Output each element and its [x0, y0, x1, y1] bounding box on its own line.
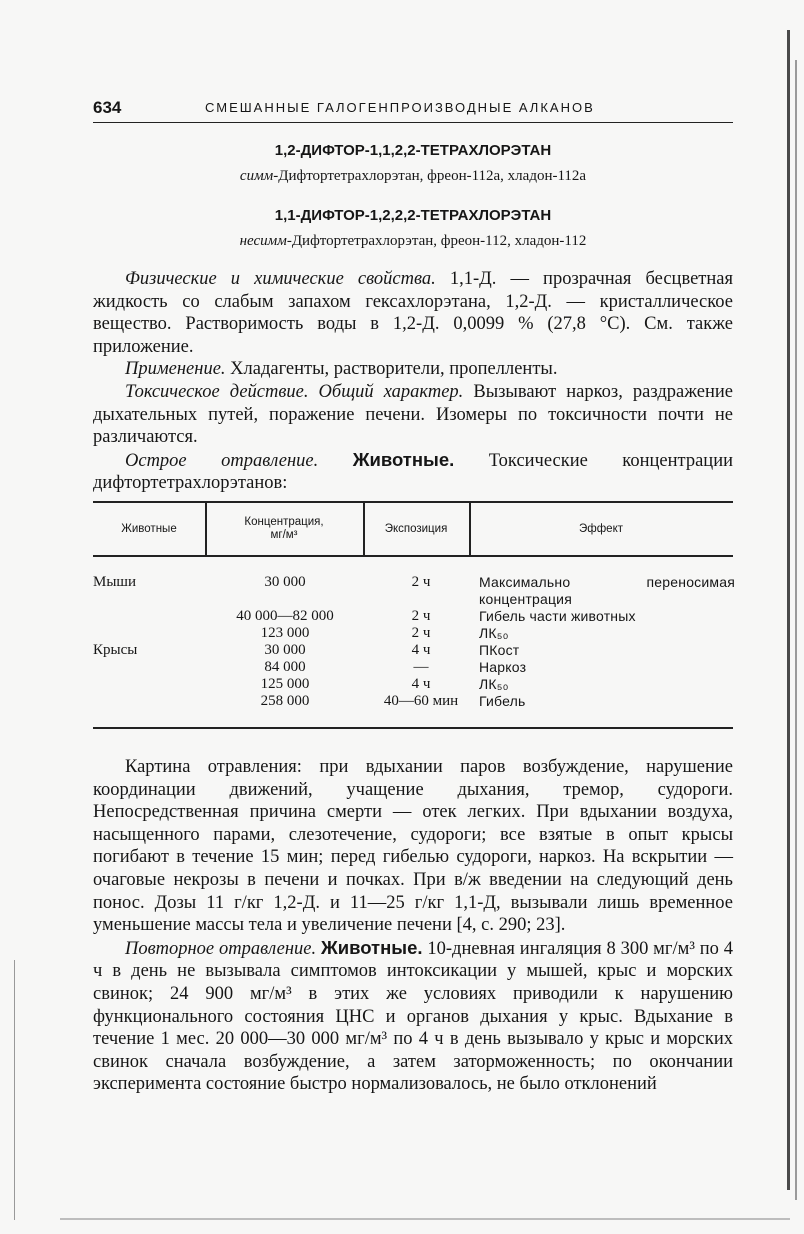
acute-paragraph — [93, 449, 733, 495]
compound1-synonym-list: Дифтортетрахлорэтан, фреон-112а, хладон-112а — [278, 168, 587, 184]
page-bottom-edge — [60, 1218, 790, 1220]
toxicity-label: Токсическое действие. Общий характер. — [125, 381, 464, 402]
cell-effect: Гибель части животных — [479, 608, 636, 624]
header-effect: Эффект — [578, 523, 623, 535]
running-header — [93, 98, 733, 123]
cell-concentration: 123 000 — [260, 625, 310, 641]
compound1-title: 1,2-ДИФТОР-1,1,2,2-ТЕТРАХЛОРЭТАН — [274, 142, 552, 159]
repeated-text: 10-дневная ингаляция 8 300 мг/м³ по 4 ч в день не вызывала симптомов интоксикации у мышей, крыс и морских свинок; 24 900 мг/м³ в этих же условиях приводили к нарушению функционального состояния ЦНС и органов дыхания у крыс. Вдыхание в течение 1 мес. 20 000—30 000 мг/м³ по 4 ч в день вызывало у крыс и морских свинок сначала возбуждение, а затем заторможенность; по окончании эксперимента состояние быстро нормализовалось, не было отклонений — [93, 938, 733, 1095]
cell-concentration: 40 000—82 000 — [236, 608, 334, 624]
page-number: 634 — [93, 98, 122, 117]
cell-exposure: 2 ч — [411, 574, 431, 590]
cell-exposure: — — [413, 659, 429, 675]
cell-effect: ПКост — [479, 642, 520, 658]
use-paragraph — [93, 358, 733, 381]
use-label: Применение. — [125, 359, 226, 380]
cell-exposure: 40—60 мин — [383, 693, 459, 709]
page-edge-shadow — [787, 30, 790, 1190]
compound2-synonyms — [93, 233, 733, 250]
cell-effect: ЛК₅₀ — [479, 625, 509, 641]
properties-text: 1,1-Д. — прозрачная бесцветная жидкость со слабым запахом гексахлорэтана, 1,2-Д. — кристаллическое вещество. Растворимость воды в 1,2-Д. 0,0099 % (27,8 °С). См. также приложение. — [93, 269, 733, 357]
cell-effect: ЛК₅₀ — [479, 676, 509, 692]
toxicity-paragraph — [93, 381, 733, 449]
table-top-rule — [93, 501, 733, 503]
compound2-synonym-list: Дифтортетрахлорэтан, фреон-112, хладон-112 — [291, 233, 587, 249]
main-text — [93, 756, 733, 1096]
cell-effect: Гибель — [479, 693, 526, 709]
compound2-title: 1,1-ДИФТОР-1,2,2,2-ТЕТРАХЛОРЭТАН — [274, 207, 552, 224]
cell-exposure: 4 ч — [411, 676, 431, 692]
table-header-rule — [93, 555, 733, 557]
page-left-edge — [14, 960, 15, 1220]
cell-exposure: 4 ч — [411, 642, 431, 658]
acute-label: Острое отравление. — [125, 450, 319, 471]
header-concentration-unit: мг/м³ — [270, 529, 298, 541]
acute-text: Токсические концентрации дифтортетрахлорэтанов: — [93, 450, 733, 494]
cell-animal: Мыши — [93, 574, 136, 590]
picture-paragraph: Картина отравления: при вдыхании паров возбуждение, нарушение координации движений, учащение дыхания, тремор, судороги. Непосредственная причина смерти — отек легких. При вдыхании воздуха, насыщенного парами, слезотечение, судороги; все взятые в опыт крысы погибают в течение 15 мин; перед гибелью судороги, наркоз. На вскрытии — очаговые некрозы в печени и почках. При в/ж введении на следующий день понос. Дозы 11 г/кг 1,2-Д. и 11—25 г/кг 1,1-Д, вызывали лишь временное уменьшение массы тела и увеличение печени [4, с. 290; 23]. — [93, 757, 733, 936]
repeated-animals-label: Животные. — [321, 936, 423, 958]
properties-label: Физические и химические свойства. — [125, 269, 436, 289]
cell-concentration: 84 000 — [264, 659, 306, 675]
running-title: СМЕШАННЫЕ ГАЛОГЕНПРОИЗВОДНЫЕ АЛКАНОВ — [205, 100, 595, 115]
header-animals: Животные — [121, 523, 177, 535]
header-exposure: Экспозиция — [384, 523, 448, 535]
repeated-label: Повторное отравление. — [125, 938, 317, 959]
header-concentration-label: Концентрация, — [244, 516, 324, 528]
acute-animals-label: Животные. — [352, 448, 455, 470]
cell-concentration: 125 000 — [260, 676, 310, 692]
cell-animal: Крысы — [93, 642, 138, 658]
page-edge-shadow-outer — [795, 60, 797, 1200]
header-concentration — [205, 516, 363, 542]
use-text: Хладагенты, растворители, пропелленты. — [225, 359, 558, 380]
cell-effect: Наркоз — [479, 659, 527, 675]
repeated-paragraph — [93, 937, 733, 1096]
compound1-synonyms — [93, 168, 733, 185]
compound1-prefix: симм- — [239, 168, 279, 184]
compound2-prefix: несимм- — [239, 233, 292, 249]
intro-text — [93, 268, 733, 495]
cell-exposure: 2 ч — [411, 625, 431, 641]
cell-effect: Максимально переносимая концентрация — [479, 574, 735, 607]
cell-concentration: 30 000 — [264, 642, 306, 658]
cell-concentration: 258 000 — [260, 693, 310, 709]
properties-paragraph — [93, 268, 733, 358]
cell-exposure: 2 ч — [411, 608, 431, 624]
toxicity-text: Вызывают наркоз, раздражение дыхательных путей, поражение печени. Изомеры по токсичности почти не различаются. — [93, 381, 733, 448]
table-bottom-rule — [93, 727, 733, 729]
cell-concentration: 30 000 — [264, 574, 306, 590]
